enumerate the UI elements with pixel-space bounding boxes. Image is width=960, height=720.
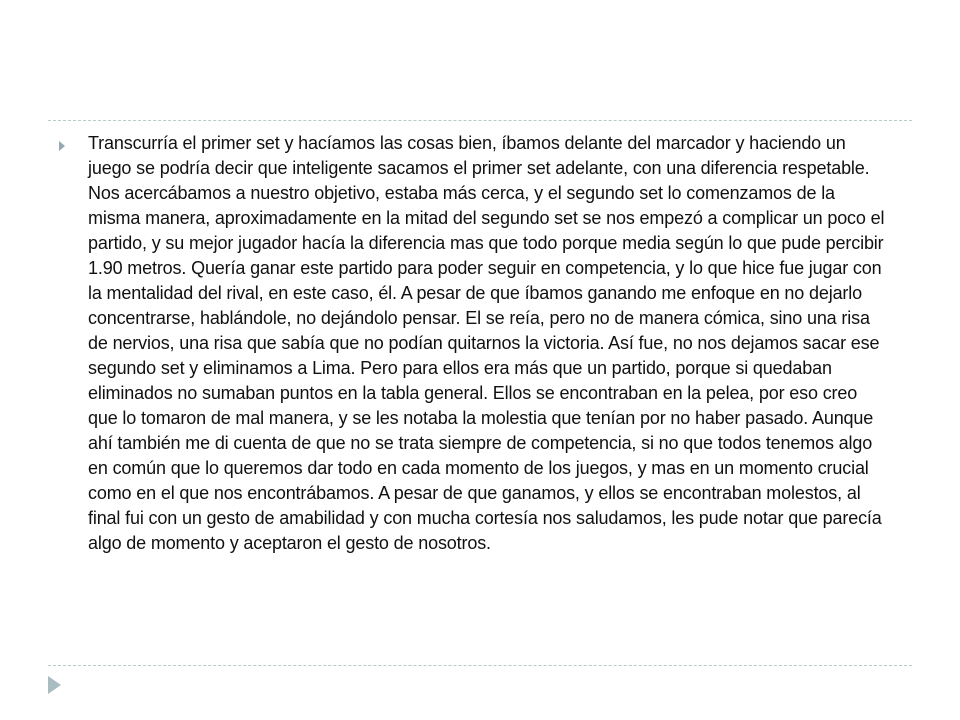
triangle-corner-icon bbox=[48, 676, 61, 694]
slide-body-paragraph: Transcurría el primer set y hacíamos las cosas bien, íbamos delante del marcador y haciendo un juego se podría decir que inteligente sacamos el primer set adelante, con una diferencia respetable. Nos acercábamos a nuestro objetivo, estaba más cerca, y el segundo set lo comenzamos de la misma manera, aproximadamente en la mitad del segundo set se nos empezó a complicar un poco el partido, y su mejor jugador hacía la diferencia mas que todo porque media según lo que pude percibir 1.90 metros. Quería ganar este partido para poder seguir en competencia, y lo que hice fue jugar con la mentalidad del rival, en este caso, él. A pesar de que íbamos ganando me enfoque en no dejarlo concentrarse, hablándole, no dejándolo pensar. El se reía, pero no de manera cómica, sino una risa de nervios, una risa que sabía que no podían quitarnos la victoria. Así fue, no nos dejamos sacar ese segundo set y eliminamos a Lima. Pero para ellos era más que un partido, porque si quedaban eliminados no sumaban puntos en la tabla general. Ellos se encontraban en la pelea, por eso creo que lo tomaron de mal manera, y se les notaba la molestia que tenían por no haber pasado. Aunque ahí también me di cuenta de que no se trata siempre de competencia, si no que todos tenemos algo en común que lo queremos dar todo en cada momento de los juegos, y mas en un momento crucial como en el que nos encontrábamos. A pesar de que ganamos, y ellos se encontraban molestos, al final fui con un gesto de amabilidad y con mucha cortesía nos saludamos, les pude notar que parecía algo de momento y aceptaron el gesto de nosotros. bbox=[88, 133, 885, 553]
bottom-divider bbox=[48, 665, 912, 666]
top-divider bbox=[48, 120, 912, 121]
triangle-bullet-icon bbox=[59, 141, 65, 151]
